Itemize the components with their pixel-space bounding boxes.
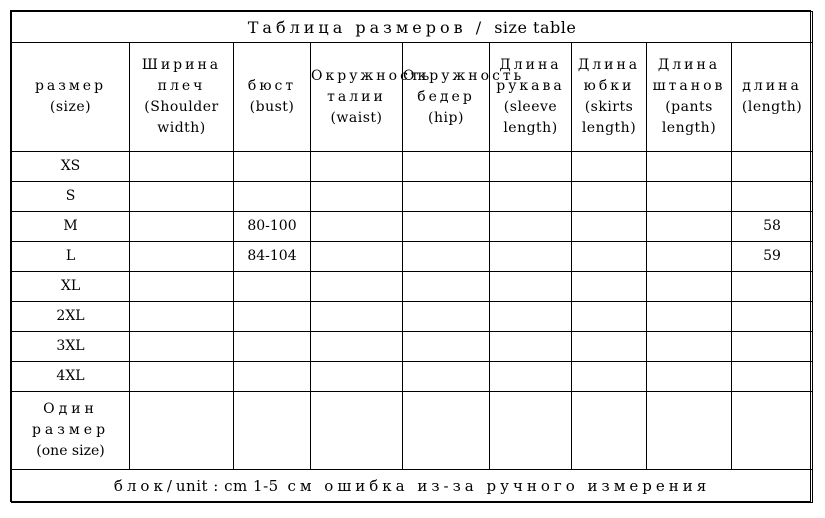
- table-cell: [490, 212, 572, 242]
- table-cell: [311, 362, 403, 392]
- column-header: [647, 43, 732, 152]
- table-cell: [490, 302, 572, 332]
- table-cell: [490, 152, 572, 182]
- size-label: 2XL: [12, 302, 130, 332]
- table-row: [12, 152, 813, 182]
- column-header-en: (skirts length): [581, 99, 637, 136]
- table-cell: [647, 302, 732, 332]
- size-label: XS: [12, 152, 130, 182]
- one-size-row: [12, 392, 813, 470]
- table-cell: [490, 272, 572, 302]
- table-row: [12, 182, 813, 212]
- table-cell: [490, 392, 572, 470]
- table-cell: [130, 272, 234, 302]
- table-row: [12, 302, 813, 332]
- column-header-en: (bust): [249, 99, 295, 115]
- table-cell: 80-100: [234, 212, 311, 242]
- table-row: [12, 212, 813, 242]
- table-cell: [311, 302, 403, 332]
- column-header: [130, 43, 234, 152]
- column-header-en: (Shoulder width): [144, 99, 219, 136]
- table-cell: [234, 302, 311, 332]
- footer-unit-en: unit : cm 1-5: [175, 476, 279, 495]
- column-header: [311, 43, 433, 152]
- table-cell: [490, 332, 572, 362]
- size-label: L: [12, 242, 130, 272]
- table-cell: [130, 392, 234, 470]
- table-cell: [572, 272, 647, 302]
- table-title-en: size table: [494, 17, 577, 37]
- column-header-ru: Окружность бедер: [403, 67, 525, 105]
- column-header-ru: Длина рукава: [496, 57, 565, 94]
- table-cell: [732, 362, 813, 392]
- table-cell: [572, 392, 647, 470]
- size-label: 4XL: [12, 362, 130, 392]
- column-header-en: (length): [741, 99, 803, 115]
- table-cell: [130, 182, 234, 212]
- table-cell: [311, 212, 403, 242]
- table-cell: [572, 152, 647, 182]
- table-cell: [311, 182, 403, 212]
- table-cell: [403, 302, 490, 332]
- size-table-frame: [10, 10, 811, 502]
- table-cell: [234, 362, 311, 392]
- column-header-ru: Длина штанов: [652, 57, 726, 94]
- table-row: [12, 242, 813, 272]
- size-label: 3XL: [12, 332, 130, 362]
- table-cell: [647, 152, 732, 182]
- column-header: [572, 43, 647, 152]
- table-cell: [647, 392, 732, 470]
- table-cell: [647, 362, 732, 392]
- table-cell: [403, 362, 490, 392]
- table-cell: [490, 182, 572, 212]
- column-header-ru: Окружность талии: [311, 67, 433, 105]
- table-cell: [234, 272, 311, 302]
- table-cell: [732, 272, 813, 302]
- table-cell: [234, 152, 311, 182]
- table-title: [12, 12, 813, 43]
- column-header: [403, 43, 525, 152]
- column-header-en: (sleeve length): [503, 99, 558, 136]
- table-cell: [403, 212, 490, 242]
- header-row: [12, 43, 813, 152]
- table-cell: [403, 272, 490, 302]
- table-cell: [647, 332, 732, 362]
- table-cell: [130, 212, 234, 242]
- table-cell: [647, 212, 732, 242]
- table-row: [12, 362, 813, 392]
- column-header-ru: Длина юбки: [577, 57, 641, 94]
- table-cell: [130, 332, 234, 362]
- table-cell: [403, 332, 490, 362]
- table-cell: [403, 152, 490, 182]
- size-table: [11, 11, 813, 503]
- column-header-ru: длина: [742, 78, 802, 94]
- size-label: M: [12, 212, 130, 242]
- table-cell: [130, 302, 234, 332]
- table-cell: [572, 302, 647, 332]
- column-header-en: (size): [49, 99, 92, 115]
- table-cell: [490, 242, 572, 272]
- table-cell: [234, 182, 311, 212]
- table-cell: [311, 392, 403, 470]
- table-cell: [234, 332, 311, 362]
- table-cell: [311, 242, 403, 272]
- table-row: [12, 272, 813, 302]
- column-header-en: (waist): [330, 109, 383, 126]
- table-cell: [732, 152, 813, 182]
- table-cell: [647, 182, 732, 212]
- table-cell: [647, 242, 732, 272]
- table-cell: [403, 242, 490, 272]
- column-header-ru: бюст: [247, 78, 297, 94]
- column-header-ru: размер: [34, 78, 107, 94]
- size-label: S: [12, 182, 130, 212]
- table-cell: [647, 272, 732, 302]
- one-size-label-ru: Один размер: [31, 401, 110, 438]
- table-cell: [311, 272, 403, 302]
- table-title-ru: Таблица размеров: [247, 17, 467, 37]
- table-cell: [130, 362, 234, 392]
- table-footer: [12, 470, 813, 503]
- table-cell: [403, 182, 490, 212]
- column-header: [12, 43, 130, 152]
- table-cell: [572, 242, 647, 272]
- table-cell: [572, 212, 647, 242]
- column-header-ru: Ширина плеч: [141, 57, 222, 94]
- table-cell: [311, 332, 403, 362]
- column-header: [732, 43, 813, 152]
- table-cell: [490, 362, 572, 392]
- table-cell: [732, 302, 813, 332]
- table-cell: [572, 332, 647, 362]
- table-row: [12, 332, 813, 362]
- one-size-label-en: (one size): [36, 443, 105, 459]
- table-cell: [572, 182, 647, 212]
- table-cell: [130, 242, 234, 272]
- table-title-separator: /: [466, 17, 495, 37]
- table-cell: [130, 152, 234, 182]
- table-cell: 58: [732, 212, 813, 242]
- column-header: [490, 43, 572, 152]
- table-cell: [403, 392, 490, 470]
- column-header: [234, 43, 311, 152]
- table-cell: [572, 362, 647, 392]
- table-cell: [732, 392, 813, 470]
- column-header-en: (hip): [428, 109, 464, 126]
- one-size-label: [12, 392, 130, 470]
- table-cell: [732, 182, 813, 212]
- table-cell: [311, 152, 403, 182]
- footer-note-ru: см ошибка из-за ручного измерения: [278, 476, 711, 495]
- table-cell: [732, 332, 813, 362]
- footer-unit-ru: блок/: [113, 476, 176, 495]
- table-cell: 59: [732, 242, 813, 272]
- table-body: [12, 152, 813, 392]
- table-cell: [234, 392, 311, 470]
- table-cell: 84-104: [234, 242, 311, 272]
- size-label: XL: [12, 272, 130, 302]
- column-header-en: (pants length): [661, 99, 717, 136]
